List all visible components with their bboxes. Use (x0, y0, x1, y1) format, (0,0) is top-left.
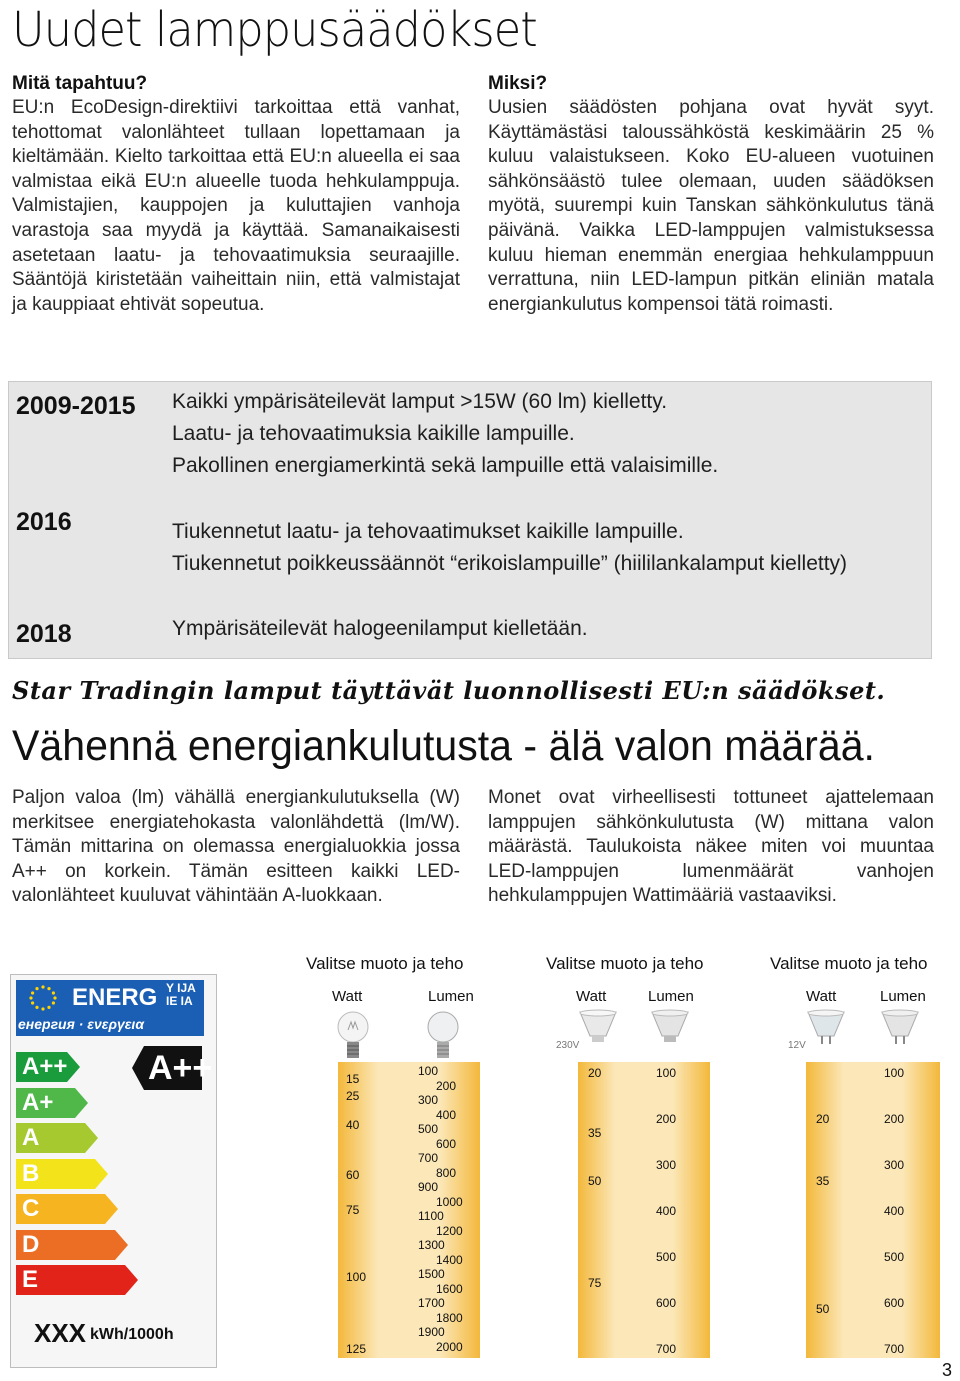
right-heading: Miksi? (488, 73, 548, 94)
table-value: 200 (436, 1078, 457, 1093)
energy-class-label: A (22, 1124, 40, 1151)
energy-class-label: A++ (22, 1053, 68, 1080)
table-value: 300 (656, 1158, 677, 1172)
table-value: 1000 (436, 1194, 463, 1209)
table-value: 600 (436, 1136, 457, 1151)
left-heading: Mitä tapahtuu? (12, 73, 148, 94)
table-value: 500 (656, 1250, 677, 1264)
timeline-line: Tiukennetut poikkeussäännöt “erikoislampuille” (hiililankalamput kielletty) (172, 552, 848, 575)
timeline-line: Pakollinen energiamerkintä sekä lampuille että valaisimille. (172, 454, 719, 477)
timeline-year: 2018 (16, 620, 72, 648)
led-gu10-icon (650, 1008, 690, 1048)
table-value: 1800 (436, 1310, 463, 1325)
table-value: 1600 (436, 1281, 463, 1296)
table-value: 100 (418, 1064, 439, 1078)
page-title: Uudet lamppusäädökset (12, 2, 537, 58)
table-value: 1400 (436, 1252, 463, 1267)
lumen-header: Lumen (648, 988, 694, 1005)
incandescent-bulb-icon (336, 1008, 370, 1064)
timeline-year: 2016 (16, 508, 72, 536)
table-value: 1900 (418, 1325, 445, 1340)
energy-class-label: C (22, 1195, 40, 1222)
right-column (488, 72, 934, 317)
voltage-label: 230V (556, 1040, 580, 1051)
timeline-year: 2009-2015 (16, 392, 136, 420)
bottom-right-paragraph: Monet ovat virheellisesti tottuneet ajattelemaan lamppujen sähkönkulutusta (W) mittana valon määrästä. Taulukoista näkee miten voi muuntaa LED-lamppujen lumenmäärät vanhojen hehkulamppujen Wattimääriä vastaaviksi. (488, 787, 934, 907)
led-bulb-icon (426, 1008, 460, 1064)
table-value: 800 (436, 1165, 457, 1180)
page-number: 3 (942, 1360, 953, 1380)
lumen-header: Lumen (880, 988, 926, 1005)
halogen-gu10-icon (578, 1008, 618, 1048)
table-value: 600 (884, 1296, 905, 1310)
lumen-header: Lumen (428, 988, 474, 1005)
table-value: 35 (588, 1126, 602, 1140)
table-heading: Valitse muoto ja teho (546, 954, 704, 973)
table-value: 60 (346, 1168, 360, 1182)
section-heading: Vähennä energiankulutusta - älä valon määrää. (12, 722, 875, 770)
table-value: 200 (656, 1112, 677, 1126)
table-value: 300 (884, 1158, 905, 1172)
table-value: 1100 (418, 1209, 444, 1224)
table-value: 500 (884, 1250, 905, 1264)
timeline-line: Kaikki ympärisäteilevät lamput >15W (60 lm) kielletty. (172, 390, 668, 413)
table-value: 500 (418, 1122, 439, 1137)
table-value: 75 (346, 1203, 360, 1217)
table-value: 400 (884, 1204, 905, 1218)
energy-class-label: A+ (22, 1088, 54, 1116)
consumption-unit: kWh/1000h (90, 1326, 174, 1343)
right-paragraph: Uusien säädösten pohjana ovat hyvät syyt. Käyttämästäsi taloussähköstä keskimäärin 25 % kuluu valaistukseen. Koko EU-alueen vuotuinen sähkönsäästö tulee olemaan, uuden säädöksen myötä, suurempi kuin Tanskan sähkönkulutus tänä päivänä. Vaikka LED-lamppujen valmistuksessa kuluu hieman enemmän energiaa hehkulamppuun verrattuna, niin LED-lampun pitkän eliniän matala energiankulutus kompensoi tätä roimasti. (488, 97, 934, 315)
table-value: 50 (816, 1302, 830, 1316)
table-value: 100 (346, 1270, 367, 1284)
timeline-line: Tiukennetut laatu- ja tehovaatimukset kaikille lampuille. (172, 520, 684, 543)
bottom-left-column (12, 786, 460, 909)
table-value: 25 (346, 1089, 360, 1103)
left-paragraph: EU:n EcoDesign-direktiivi tarkoittaa että vanhat, tehottomat valonlähteet tullaan lopettamaan ja kieltämään. Kielto tarkoittaa että EU:n alueella ei saa valmistaa eikä EU:n alueelle tuoda hehkulamppuja. Valmistajien, kauppojen ja kuluttajien vanhoja varastoja saa myydä ja käyttää. Samanaikaisesti asetetaan laatu- ja tehovaatimuksia seuraajille. Sääntöjä kiristetään vaiheittain niin, että valmistajat ja kauppiaat ehtivät sopeutua. (12, 97, 460, 315)
table-value: 20 (588, 1066, 602, 1080)
table-value: 15 (346, 1072, 360, 1086)
energy-class-label: D (22, 1230, 40, 1258)
voltage-label: 12V (788, 1040, 806, 1051)
table-heading: Valitse muoto ja teho (770, 954, 928, 973)
table-value: 20 (816, 1112, 830, 1126)
compliance-statement: Star Tradingin lamput täyttävät luonnollisesti EU:n säädökset. (12, 676, 886, 705)
watt-header: Watt (576, 988, 607, 1005)
eu-flag-icon (20, 982, 66, 1014)
table-value: 125 (346, 1342, 367, 1356)
table-value: 1300 (418, 1238, 445, 1253)
table-value: 50 (588, 1174, 602, 1188)
led-mr16-icon (880, 1008, 920, 1048)
table-value: 600 (656, 1296, 677, 1310)
table-value: 1500 (418, 1267, 445, 1282)
table-value: 40 (346, 1118, 360, 1132)
table-heading: Valitse muoto ja teho (306, 954, 464, 973)
watt-header: Watt (332, 988, 363, 1005)
energy-class-label: E (22, 1266, 39, 1293)
watt-header: Watt (806, 988, 837, 1005)
timeline-line: Ympärisäteilevät halogeenilamput kielletään. (172, 617, 588, 640)
suffix-line: IE IA (166, 994, 193, 1008)
table-value: 75 (588, 1276, 602, 1290)
energy-class-label: B (22, 1159, 40, 1187)
energy-label-greek-cyrillic: енергия · ενεργεια (18, 1016, 145, 1032)
table-value: 700 (884, 1342, 905, 1356)
halogen-mr16-icon (806, 1008, 846, 1048)
table-value: 100 (656, 1066, 677, 1080)
timeline-line: Laatu- ja tehovaatimuksia kaikille lampuille. (172, 422, 575, 445)
table-value: 2000 (436, 1340, 463, 1354)
bottom-left-paragraph: Paljon valoa (lm) vähällä energiankulutuksella (W) merkitsee energiatehokasta valonlähdettä (lm/W). Tämän mittarina on olemassa energialuokkia jossa A++ on korkein. Tämän esitteen kaikki LED-valonlähteet kuuluvat vähintään A-luokkaan. (12, 787, 460, 907)
table-value: 200 (884, 1112, 905, 1126)
conversion-bar (578, 1062, 710, 1358)
table-value: 400 (436, 1107, 457, 1122)
table-value: 1200 (436, 1223, 463, 1238)
table-value: 700 (418, 1151, 439, 1166)
energy-label-title: ENERG (72, 984, 158, 1011)
table-value: 35 (816, 1174, 830, 1188)
suffix-line: Y IJA (166, 981, 196, 995)
rating-value: A++ (148, 1049, 213, 1087)
table-value: 1700 (418, 1296, 445, 1311)
consumption-value: XXX (34, 1318, 87, 1348)
left-column (12, 72, 460, 317)
table-value: 700 (656, 1342, 677, 1356)
bottom-right-column (488, 786, 934, 909)
table-value: 100 (884, 1066, 905, 1080)
table-value: 900 (418, 1180, 439, 1195)
energy-label-suffix (166, 982, 196, 1008)
table-value: 400 (656, 1204, 677, 1218)
table-value: 300 (418, 1093, 439, 1108)
